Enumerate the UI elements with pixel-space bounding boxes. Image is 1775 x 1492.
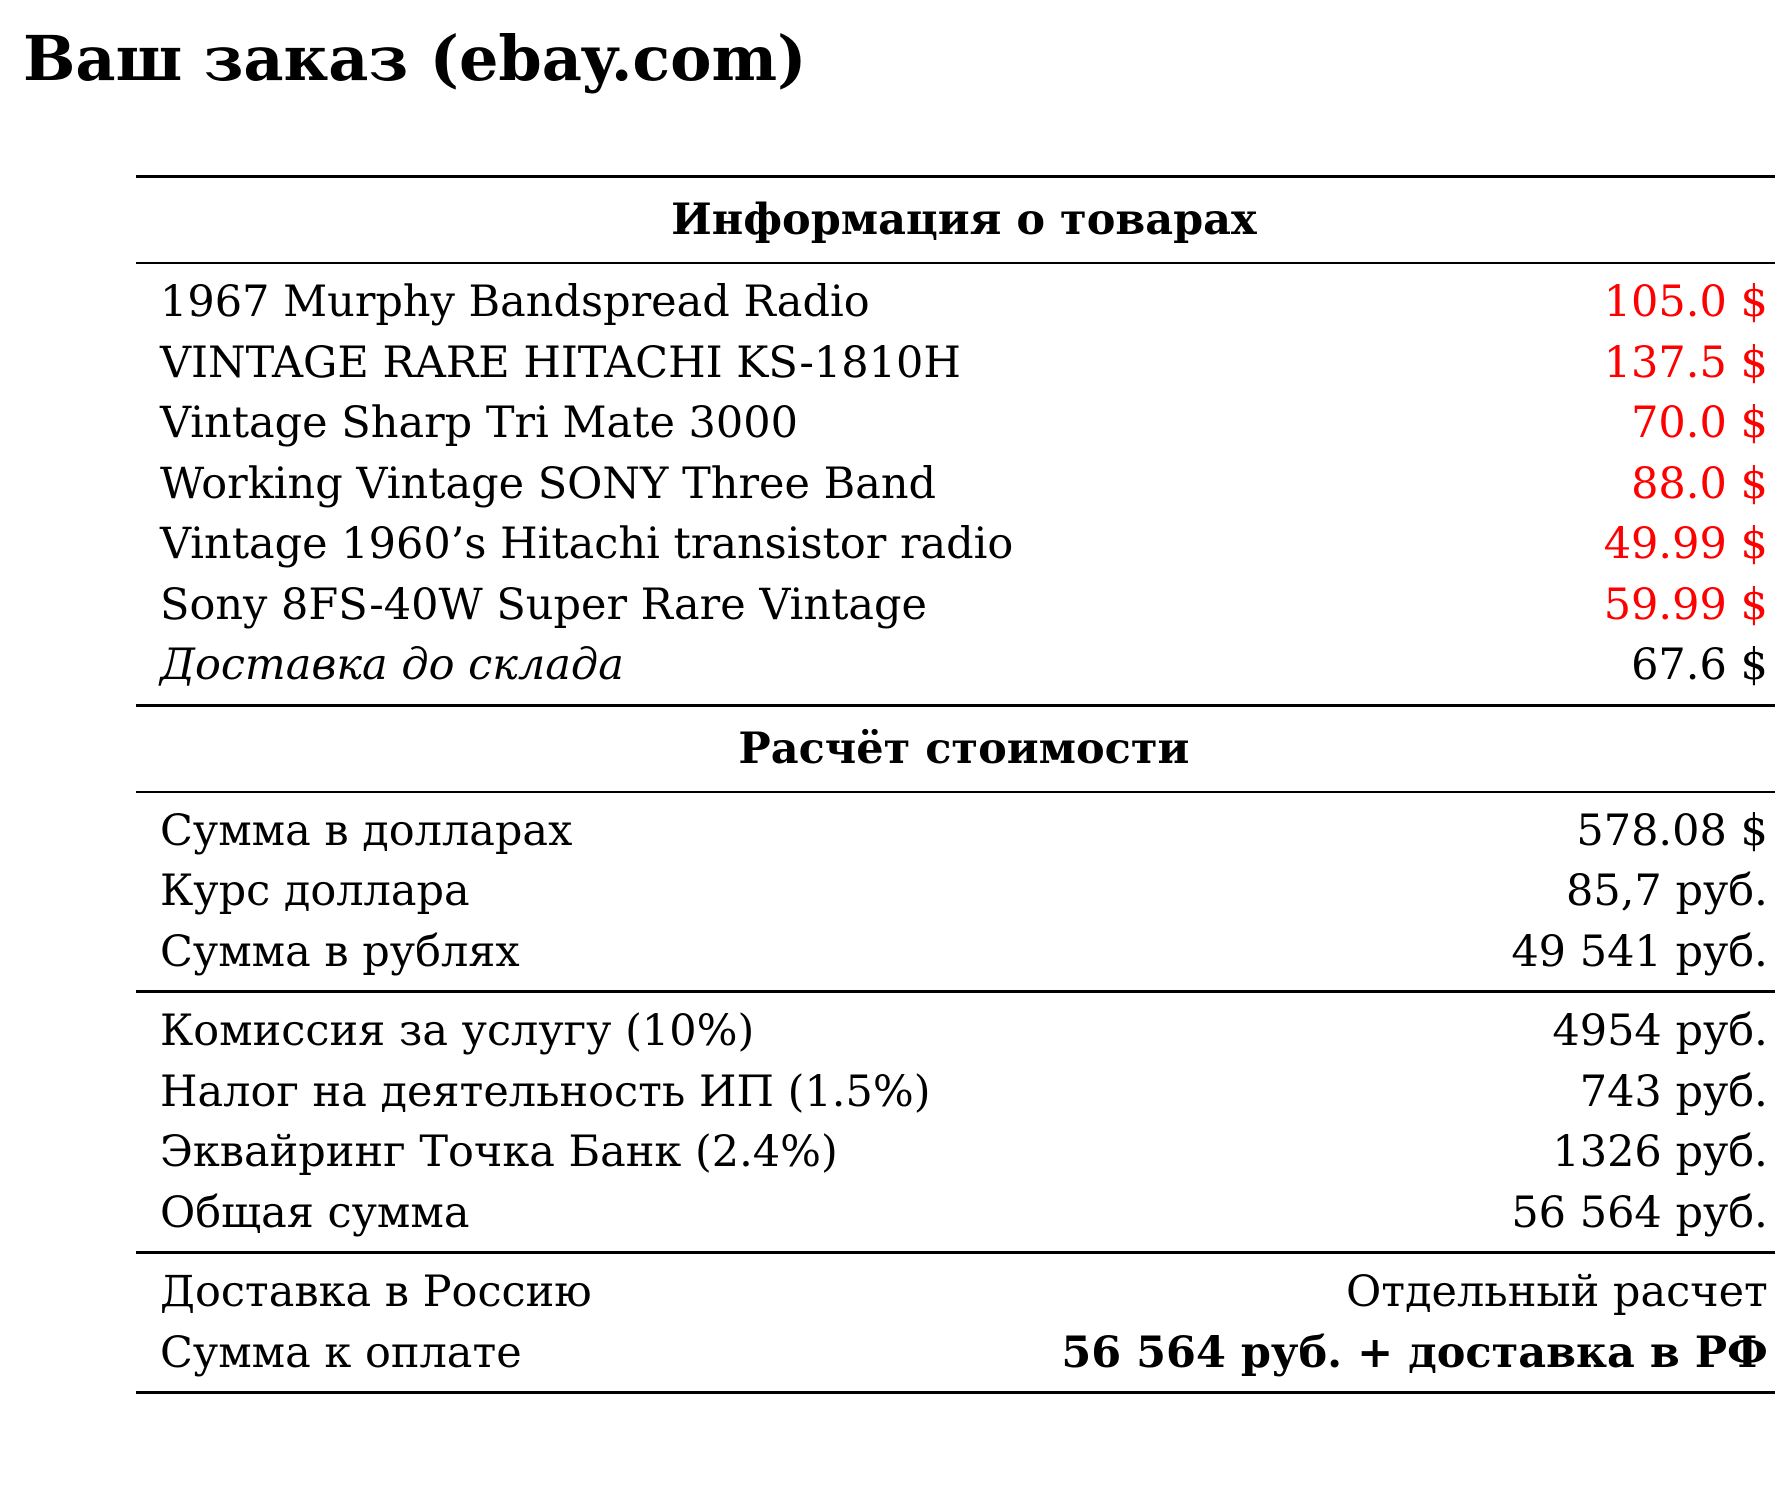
warehouse-shipping-row — [136, 635, 1775, 705]
fee-row — [136, 1062, 1775, 1123]
products-header-row — [136, 177, 1775, 264]
final-row — [136, 1253, 1775, 1323]
page-title: Ваш заказ (ebay.com) — [23, 22, 807, 95]
order-summary-table — [136, 175, 1775, 1394]
usd-total-label: Сумма в долларах — [136, 792, 1037, 862]
rub-total-value: 49 541 руб. — [1511, 926, 1768, 977]
conversion-row — [136, 861, 1775, 922]
amount-due-label: Сумма к оплате — [136, 1323, 1037, 1393]
product-name: Vintage 1960’s Hitachi transistor radio — [160, 519, 1014, 570]
rub-total-label: Сумма в рублях — [160, 926, 520, 977]
warehouse-shipping-label: Доставка до склада — [160, 640, 624, 691]
russia-shipping-label: Доставка в Россию — [136, 1253, 1037, 1323]
product-name: VINTAGE RARE HITACHI KS-1810H — [160, 337, 961, 388]
conversion-row — [136, 792, 1775, 862]
fee-row — [136, 1122, 1775, 1183]
exchange-rate-label: Курс доллара — [160, 866, 470, 917]
product-price: 105.0 $ — [1037, 263, 1775, 333]
calculation-header-row — [136, 705, 1775, 792]
product-name: Working Vintage SONY Three Band — [160, 458, 937, 509]
product-price: 49.99 $ — [1603, 519, 1768, 570]
product-row — [136, 263, 1775, 333]
product-name: Sony 8FS-40W Super Rare Vintage — [160, 579, 927, 630]
final-row — [136, 1323, 1775, 1393]
product-price: 137.5 $ — [1603, 337, 1768, 388]
product-row — [136, 393, 1775, 454]
conversion-row — [136, 922, 1775, 992]
fee-row — [136, 992, 1775, 1062]
warehouse-shipping-value: 67.6 $ — [1631, 640, 1768, 691]
grand-total-label: Общая сумма — [160, 1187, 470, 1238]
product-row — [136, 514, 1775, 575]
acquiring-value: 1326 руб. — [1552, 1127, 1768, 1178]
acquiring-label: Эквайринг Точка Банк (2.4%) — [160, 1127, 838, 1178]
product-row — [136, 454, 1775, 515]
calculation-heading: Расчёт стоимости — [136, 705, 1775, 792]
tax-label: Налог на деятельность ИП (1.5%) — [160, 1066, 931, 1117]
usd-total-value: 578.08 $ — [1037, 792, 1775, 862]
product-row — [136, 575, 1775, 636]
fee-row — [136, 1183, 1775, 1253]
products-heading: Информация о товарах — [136, 177, 1775, 264]
amount-due-value: 56 564 руб. + доставка в РФ — [1037, 1323, 1775, 1393]
product-price: 59.99 $ — [1603, 579, 1768, 630]
exchange-rate-value: 85,7 руб. — [1566, 866, 1768, 917]
tax-value: 743 руб. — [1579, 1066, 1768, 1117]
russia-shipping-value: Отдельный расчет — [1037, 1253, 1775, 1323]
grand-total-value: 56 564 руб. — [1511, 1187, 1768, 1238]
service-fee-value: 4954 руб. — [1037, 992, 1775, 1062]
product-price: 88.0 $ — [1631, 458, 1768, 509]
product-price: 70.0 $ — [1631, 398, 1768, 449]
service-fee-label: Комиссия за услугу (10%) — [136, 992, 1037, 1062]
product-name: Vintage Sharp Tri Mate 3000 — [160, 398, 798, 449]
product-row — [136, 333, 1775, 394]
product-name: 1967 Murphy Bandspread Radio — [136, 263, 1037, 333]
